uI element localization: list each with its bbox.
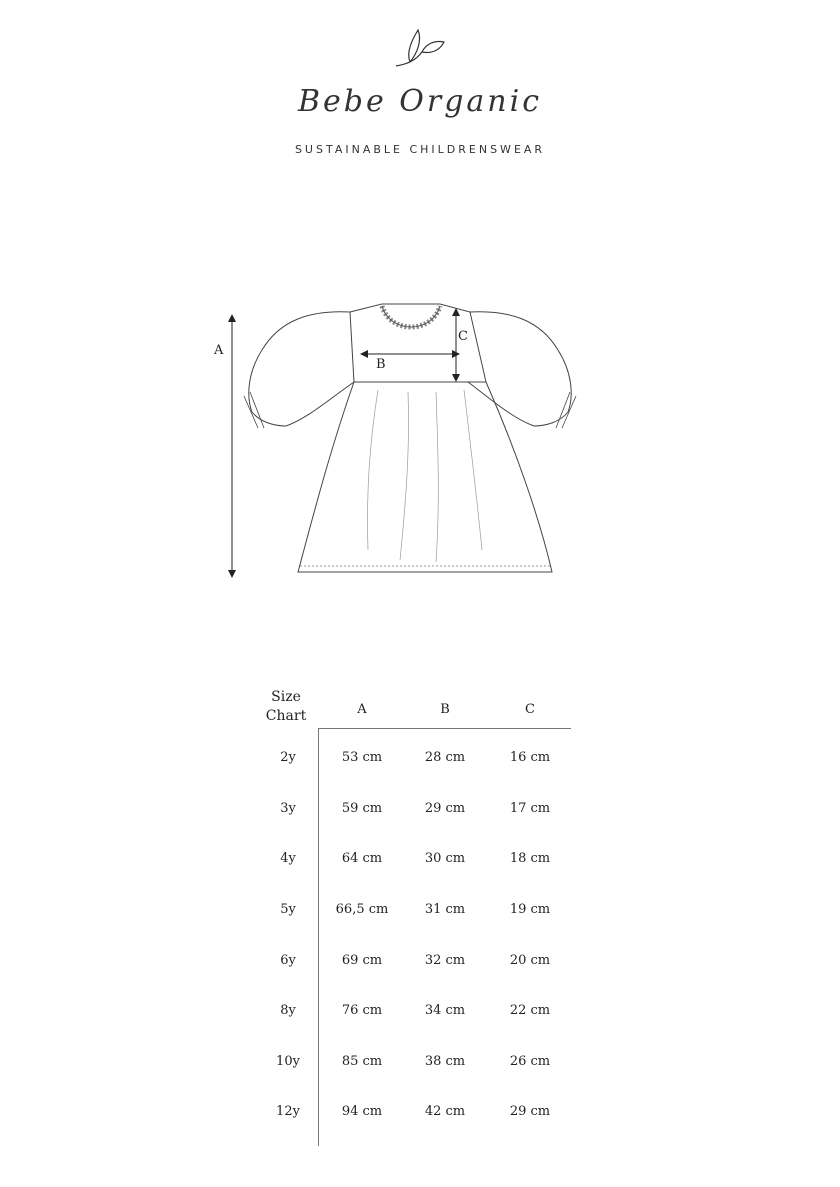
column-header-a: A	[357, 702, 367, 717]
brand-name: Bebe Organic	[297, 84, 543, 119]
a-cell: 76 cm	[341, 1003, 383, 1018]
size-cell: 6y	[280, 953, 296, 968]
a-cell: 64 cm	[341, 851, 383, 866]
table-row	[240, 851, 585, 871]
table-row	[240, 750, 585, 770]
size-cell: 10y	[276, 1054, 300, 1069]
b-cell: 32 cm	[424, 953, 466, 968]
a-cell: 53 cm	[341, 750, 383, 765]
c-cell: 17 cm	[509, 801, 551, 816]
table-row	[240, 1054, 585, 1074]
leaf-sprig-icon	[388, 22, 458, 72]
c-cell: 22 cm	[509, 1003, 551, 1018]
column-header-c: C	[525, 702, 535, 717]
c-cell: 29 cm	[509, 1104, 551, 1119]
b-cell: 30 cm	[424, 851, 466, 866]
a-cell: 69 cm	[341, 953, 383, 968]
dress-sketch	[200, 300, 620, 600]
b-cell: 29 cm	[424, 801, 466, 816]
a-cell: 59 cm	[341, 801, 383, 816]
brand-tagline: SUSTAINABLE CHILDRENSWEAR	[294, 143, 546, 156]
column-header-b: B	[440, 702, 450, 717]
column-divider	[318, 728, 319, 1146]
a-cell: 94 cm	[341, 1104, 383, 1119]
b-cell: 42 cm	[424, 1104, 466, 1119]
size-cell: 2y	[280, 750, 296, 765]
c-cell: 16 cm	[509, 750, 551, 765]
c-cell: 26 cm	[509, 1054, 551, 1069]
size-cell: 4y	[280, 851, 296, 866]
measure-c-label: C	[458, 329, 468, 344]
table-row	[240, 1104, 585, 1124]
b-cell: 31 cm	[424, 902, 466, 917]
a-cell: 85 cm	[341, 1054, 383, 1069]
c-cell: 18 cm	[509, 851, 551, 866]
c-cell: 20 cm	[509, 953, 551, 968]
table-row	[240, 1003, 585, 1023]
table-row	[240, 953, 585, 973]
size-cell: 5y	[280, 902, 296, 917]
size-cell: 3y	[280, 801, 296, 816]
b-cell: 34 cm	[424, 1003, 466, 1018]
c-cell: 19 cm	[509, 902, 551, 917]
size-chart-title: Size Chart	[265, 689, 307, 724]
a-cell: 66,5 cm	[335, 902, 389, 917]
table-row	[240, 801, 585, 821]
table-row	[240, 902, 585, 922]
size-cell: 8y	[280, 1003, 296, 1018]
b-cell: 38 cm	[424, 1054, 466, 1069]
size-cell: 12y	[276, 1104, 300, 1119]
b-cell: 28 cm	[424, 750, 466, 765]
measure-a-label: A	[214, 343, 224, 358]
header-divider	[318, 728, 571, 729]
measure-b-label: B	[376, 357, 386, 372]
size-chart-table	[240, 680, 585, 1160]
